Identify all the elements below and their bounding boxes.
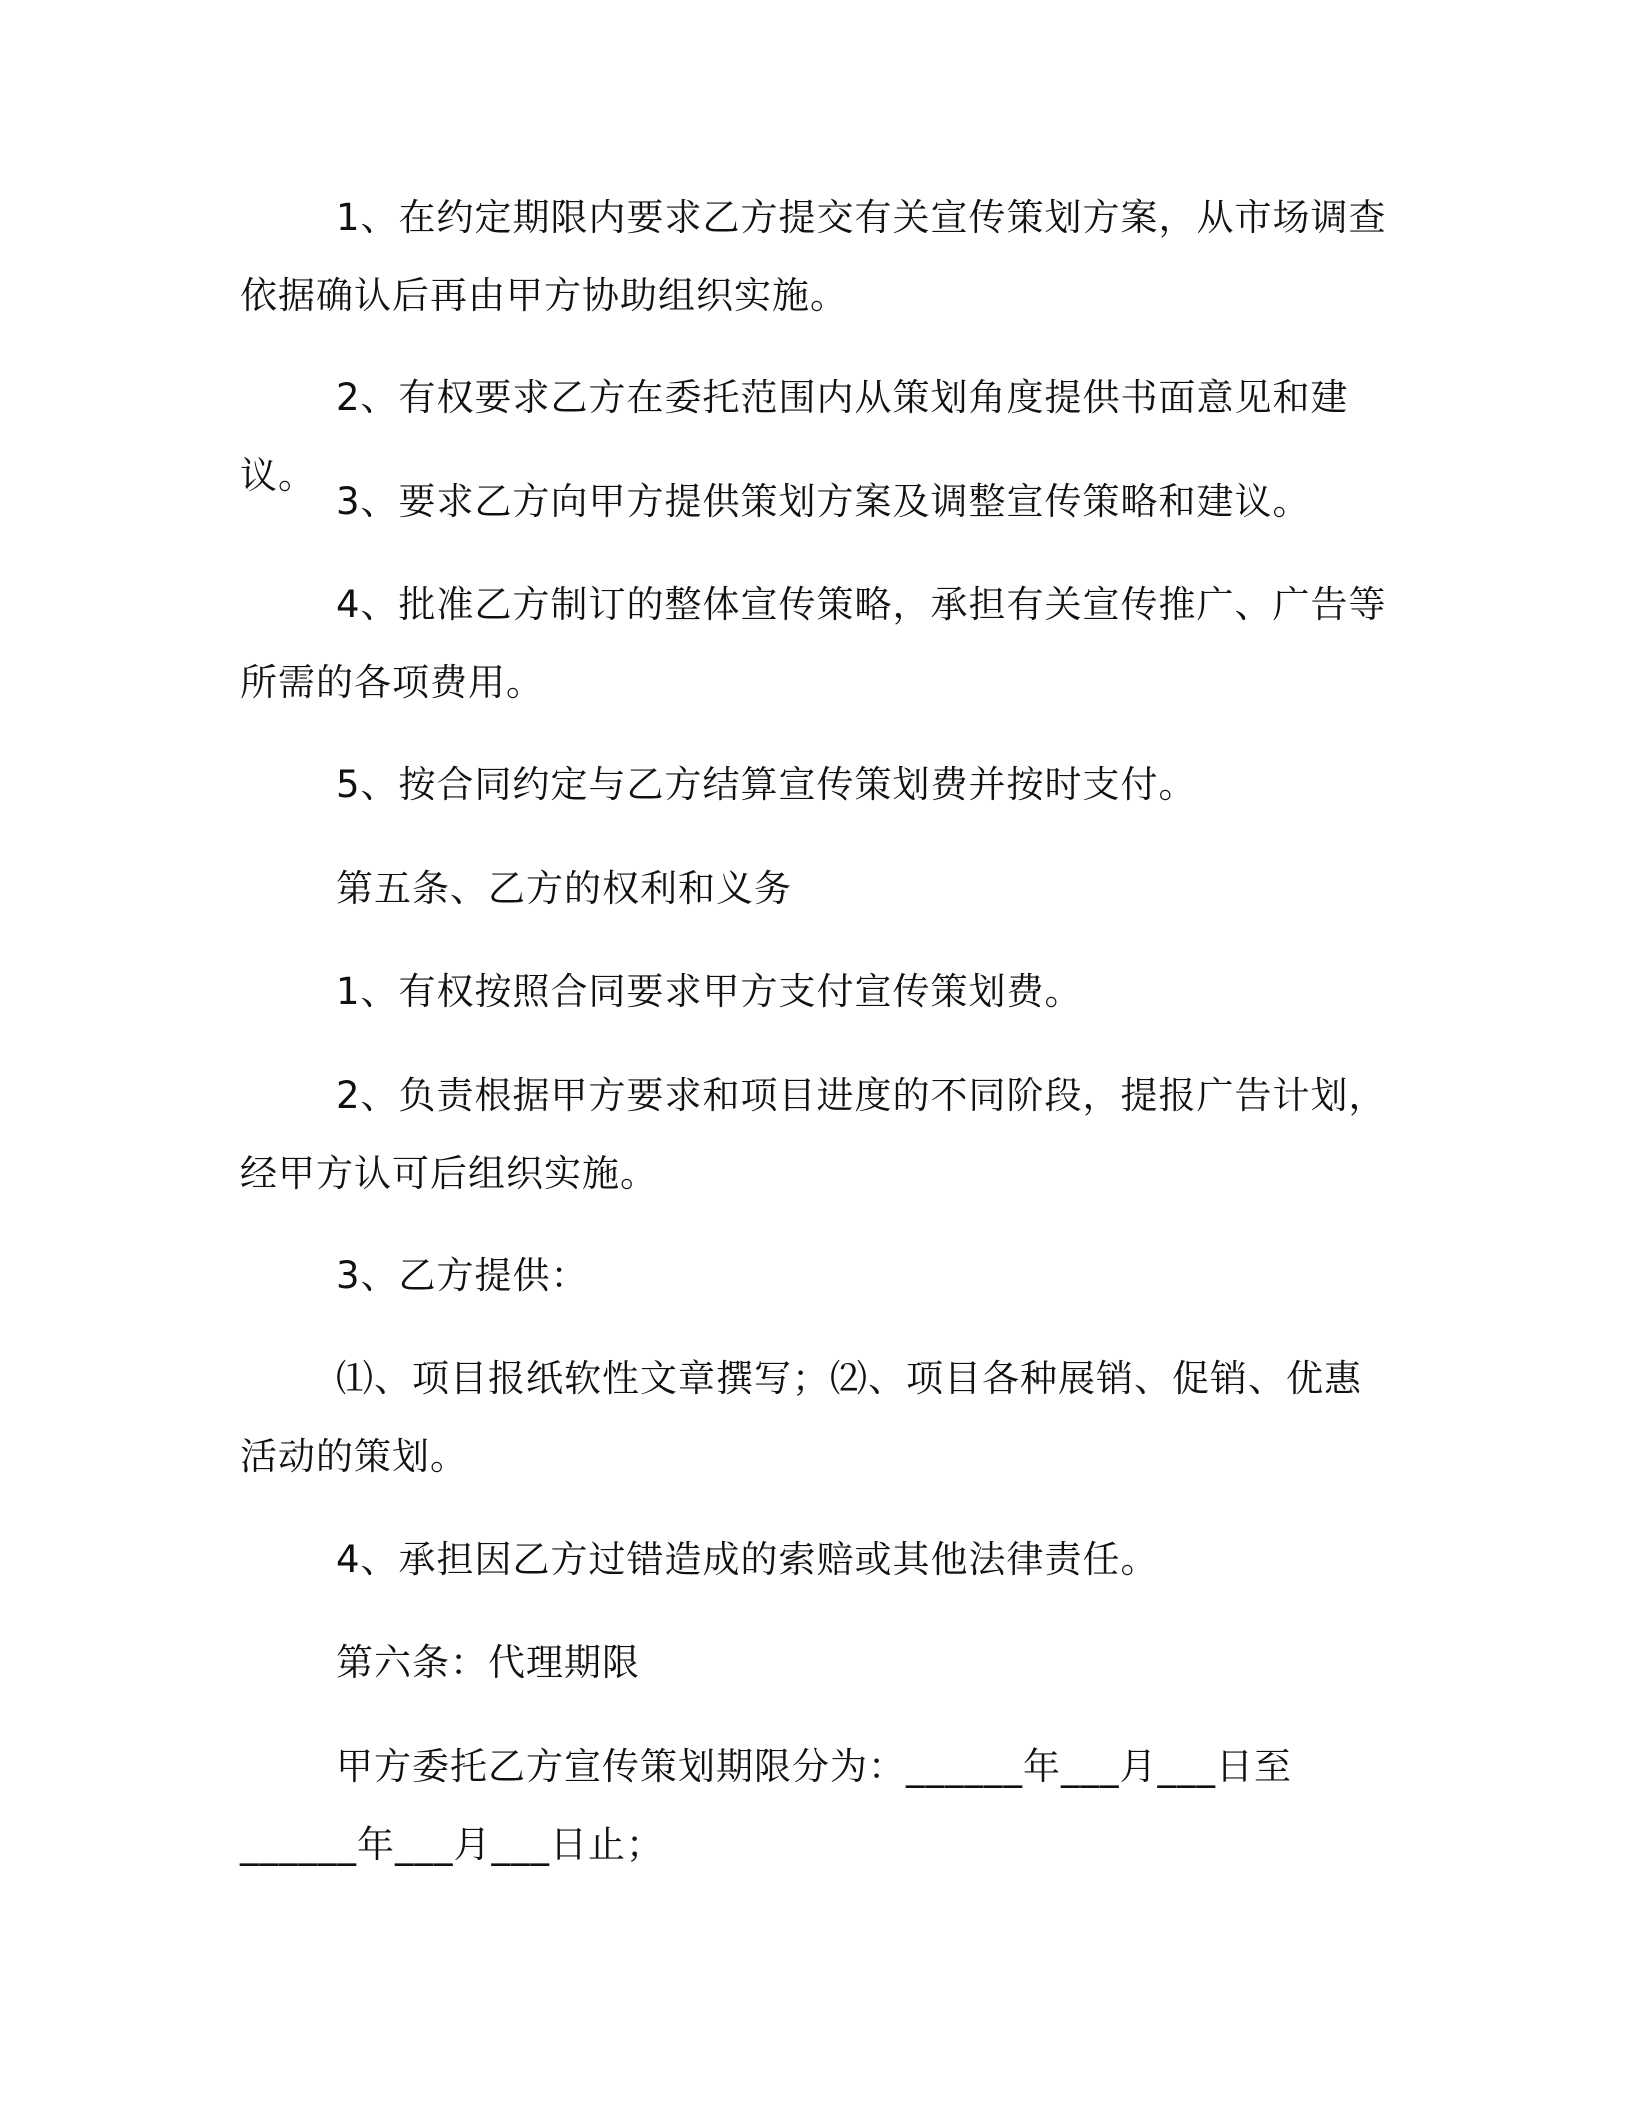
paragraph-text: 3、要求乙方向甲方提供策划方案及调整宣传策略和建议。 bbox=[336, 480, 1311, 523]
paragraph-text: 甲方委托乙方宣传策划期限分为：______年___月___日至______年___月___日止； bbox=[240, 1745, 1292, 1866]
paragraph-text: 3、乙方提供： bbox=[336, 1254, 589, 1297]
section-heading-article-6 bbox=[240, 1624, 1392, 1702]
section-heading-text: 第六条：代理期限 bbox=[336, 1641, 640, 1684]
paragraph-3 bbox=[240, 463, 1392, 541]
paragraph-9 bbox=[240, 1340, 1392, 1496]
paragraph-7 bbox=[240, 1057, 1392, 1213]
paragraph-11 bbox=[240, 1728, 1392, 1884]
paragraph-text: 4、承担因乙方过错造成的索赔或其他法律责任。 bbox=[336, 1538, 1159, 1581]
paragraph-text: 2、负责根据甲方要求和项目进度的不同阶段，提报广告计划，经甲方认可后组织实施。 bbox=[240, 1074, 1387, 1195]
paragraph-text: 1、有权按照合同要求甲方支付宣传策划费。 bbox=[336, 970, 1083, 1013]
paragraph-4 bbox=[240, 566, 1392, 722]
paragraph-5 bbox=[240, 746, 1392, 824]
paragraph-text: 4、批准乙方制订的整体宣传策略，承担有关宣传推广、广告等所需的各项费用。 bbox=[240, 583, 1387, 704]
paragraph-text: 2、有权要求乙方在委托范围内从策划角度提供书面意见和建议。 bbox=[240, 376, 1349, 497]
paragraph-8 bbox=[240, 1237, 1392, 1315]
paragraph-text: ⑴、项目报纸软性文章撰写；⑵、项目各种展销、促销、优惠活动的策划。 bbox=[240, 1357, 1362, 1478]
paragraph-1 bbox=[240, 179, 1392, 335]
paragraph-text: 1、在约定期限内要求乙方提交有关宣传策划方案，从市场调查依据确认后再由甲方协助组织实施。 bbox=[240, 196, 1387, 317]
paragraph-6 bbox=[240, 953, 1392, 1031]
paragraph-text: 5、按合同约定与乙方结算宣传策划费并按时支付。 bbox=[336, 763, 1197, 806]
paragraph-10 bbox=[240, 1521, 1392, 1599]
section-heading-article-5 bbox=[240, 850, 1392, 928]
section-heading-text: 第五条、乙方的权利和义务 bbox=[336, 867, 792, 910]
